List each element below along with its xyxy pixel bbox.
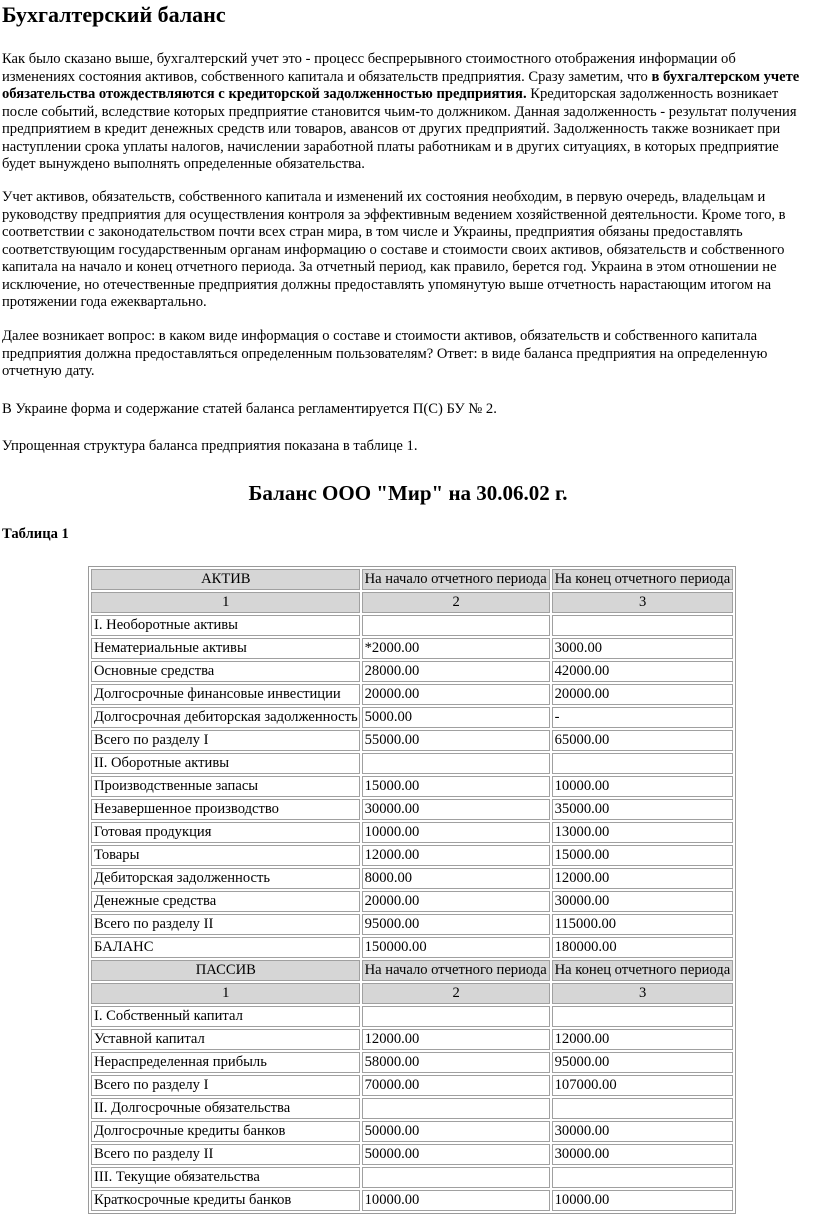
table-cell [362, 1098, 550, 1119]
table-cell: АКТИВ [91, 569, 360, 590]
table-cell: 20000.00 [552, 684, 733, 705]
table-cell: 15000.00 [552, 845, 733, 866]
balance-title: Баланс ООО "Мир" на 30.06.02 г. [248, 481, 568, 505]
table-cell: 13000.00 [552, 822, 733, 843]
table-cell: I. Необоротные активы [91, 615, 360, 636]
passiv-header-row [91, 960, 733, 981]
table-cell: На начало отчетного периода [362, 960, 550, 981]
table-cell [552, 1167, 733, 1188]
table-row [91, 615, 733, 636]
table-cell: На начало отчетного периода [362, 569, 550, 590]
aktiv-header-row [91, 569, 733, 590]
table-cell: 1 [91, 592, 360, 613]
table-cell: Производственные запасы [91, 776, 360, 797]
table-cell: I. Собственный капитал [91, 1006, 360, 1027]
table-row [91, 661, 733, 682]
table-cell: БАЛАНС [91, 937, 360, 958]
table-cell: Готовая продукция [91, 822, 360, 843]
table-cell: Денежные средства [91, 891, 360, 912]
table-cell: Всего по разделу I [91, 1075, 360, 1096]
table-cell: Долгосрочные финансовые инвестиции [91, 684, 360, 705]
table-cell: 65000.00 [552, 730, 733, 751]
table-row [91, 776, 733, 797]
paragraph-2: Учет активов, обязательств, собственного капитала и изменений их состояния необходим, в первую очередь, владельцам и руководству предприятия для осуществления контроля за эффективным ведением хозяйственной деятельности. Кроме того, в соответствии с законодательством почти всех стран мира, в том числе и Украины, предприятия обязаны предоставлять соответствующим государственным органам информацию о составе и стоимости своих активов, обязательств и собственного капитала на начало и конец отчетного периода. За отчетный период, как правило, берется год. Украина в этом отношении не исключение, но отечественные предприятия должны предоставлять упомянутую выше отчетность нарастающим итогом на протяжении года ежеквартально. [2, 189, 786, 310]
table-row [91, 753, 733, 774]
table-cell: 2 [362, 592, 550, 613]
table-row [91, 799, 733, 820]
table-row [91, 1075, 733, 1096]
table-cell: 12000.00 [552, 1029, 733, 1050]
table-cell: 20000.00 [362, 891, 550, 912]
table-row [91, 1167, 733, 1188]
table-row [91, 1121, 733, 1142]
table-row [91, 684, 733, 705]
table-cell: На конец отчетного периода [552, 569, 733, 590]
table-row [91, 1006, 733, 1027]
table-cell: 95000.00 [362, 914, 550, 935]
table-cell: 42000.00 [552, 661, 733, 682]
table-cell: 30000.00 [362, 799, 550, 820]
table-cell: 20000.00 [362, 684, 550, 705]
table-cell: ПАССИВ [91, 960, 360, 981]
table-cell: 150000.00 [362, 937, 550, 958]
table-cell: 50000.00 [362, 1144, 550, 1165]
paragraph-5: Упрощенная структура баланса предприятия показана в таблице 1. [2, 438, 418, 454]
table-cell: На конец отчетного периода [552, 960, 733, 981]
table-cell: 10000.00 [552, 1190, 733, 1211]
table-cell: 12000.00 [362, 845, 550, 866]
table-row [91, 822, 733, 843]
table-row [91, 1052, 733, 1073]
table-label: Таблица 1 [2, 526, 69, 542]
table-cell: Долгосрочная дебиторская задолженность [91, 707, 360, 728]
table-cell: 30000.00 [552, 1144, 733, 1165]
table-cell: 3 [552, 983, 733, 1004]
table-cell: 3 [552, 592, 733, 613]
table-cell [362, 753, 550, 774]
paragraph-1-bold: в бухгалтерском учете обязательства отождествляются с кредиторской задолженностью предприятия. [2, 68, 800, 102]
table-cell: Всего по разделу I [91, 730, 360, 751]
table-cell: 10000.00 [362, 1190, 550, 1211]
table-cell: - [552, 707, 733, 728]
table-cell: 10000.00 [362, 822, 550, 843]
table-cell: Долгосрочные кредиты банков [91, 1121, 360, 1142]
table-cell: 10000.00 [552, 776, 733, 797]
table-cell: 8000.00 [362, 868, 550, 889]
table-cell: 115000.00 [552, 914, 733, 935]
table-row [91, 891, 733, 912]
table-cell: Нераспределенная прибыль [91, 1052, 360, 1073]
table-cell: 58000.00 [362, 1052, 550, 1073]
table-cell: III. Текущие обязательства [91, 1167, 360, 1188]
table-cell: Всего по разделу II [91, 1144, 360, 1165]
table-cell: 35000.00 [552, 799, 733, 820]
table-row [91, 707, 733, 728]
aktiv-number-row [91, 592, 733, 613]
table-cell [362, 1006, 550, 1027]
paragraph-1-text-c: Кредиторская задолженность возникает после событий, вследствие которых предприятие становится чьим-то должником. Данная задолженность - результат получения предприятием в кредит денежных средств или товаров, авансов от других предприятий. Задолженность также возникает при наступлении срока уплаты налогов, начислении заработной платы работникам и в других ситуациях, в которых предприятие будет вынуждено выполнять определенные обязательства. [2, 86, 797, 172]
table-cell [552, 753, 733, 774]
table-row [91, 868, 733, 889]
table-row [91, 730, 733, 751]
table-cell: Краткосрочные кредиты банков [91, 1190, 360, 1211]
table-row [91, 914, 733, 935]
table-cell: 2 [362, 983, 550, 1004]
table-cell [362, 1167, 550, 1188]
paragraph-4: В Украине форма и содержание статей баланса регламентируется П(С) БУ № 2. [2, 401, 497, 417]
table-cell: 3000.00 [552, 638, 733, 659]
table-row [91, 1029, 733, 1050]
table-cell: 28000.00 [362, 661, 550, 682]
table-cell: 12000.00 [362, 1029, 550, 1050]
table-row [91, 638, 733, 659]
table-cell: Всего по разделу II [91, 914, 360, 935]
paragraph-1 [2, 51, 810, 174]
table-cell: *2000.00 [362, 638, 550, 659]
table-cell: 107000.00 [552, 1075, 733, 1096]
table-cell: Нематериальные активы [91, 638, 360, 659]
table-cell: II. Долгосрочные обязательства [91, 1098, 360, 1119]
paragraph-3: Далее возникает вопрос: в каком виде информация о составе и стоимости активов, обязательств и собственного капитала предприятия должна предоставляться определенным пользователям? Ответ: в виде баланса предприятия на определенную отчетную дату. [2, 328, 768, 379]
table-row [91, 937, 733, 958]
table-cell: 5000.00 [362, 707, 550, 728]
paragraph-1-text-a: Как было сказано выше, бухгалтерский учет это - процесс беспрерывного стоимостного отображения информации об изменениях состояния активов, собственного капитала и обязательств предприятия. Сразу заметим, что [2, 51, 736, 85]
table-cell: 50000.00 [362, 1121, 550, 1142]
balance-table [88, 566, 736, 1214]
page-title: Бухгалтерский баланс [2, 2, 226, 27]
table-cell [552, 1098, 733, 1119]
table-cell: II. Оборотные активы [91, 753, 360, 774]
table-cell: Уставной капитал [91, 1029, 360, 1050]
table-cell [552, 615, 733, 636]
table-cell: Товары [91, 845, 360, 866]
table-cell: Основные средства [91, 661, 360, 682]
table-cell: 12000.00 [552, 868, 733, 889]
table-cell: 55000.00 [362, 730, 550, 751]
table-cell: Незавершенное производство [91, 799, 360, 820]
passiv-number-row [91, 983, 733, 1004]
table-cell: 95000.00 [552, 1052, 733, 1073]
table-cell: 30000.00 [552, 891, 733, 912]
table-cell: 180000.00 [552, 937, 733, 958]
table-cell: 15000.00 [362, 776, 550, 797]
table-cell: 70000.00 [362, 1075, 550, 1096]
table-cell: 30000.00 [552, 1121, 733, 1142]
table-cell: Дебиторская задолженность [91, 868, 360, 889]
table-cell [362, 615, 550, 636]
table-row [91, 845, 733, 866]
table-row [91, 1098, 733, 1119]
table-cell [552, 1006, 733, 1027]
table-row [91, 1190, 733, 1211]
table-cell: 1 [91, 983, 360, 1004]
table-row [91, 1144, 733, 1165]
